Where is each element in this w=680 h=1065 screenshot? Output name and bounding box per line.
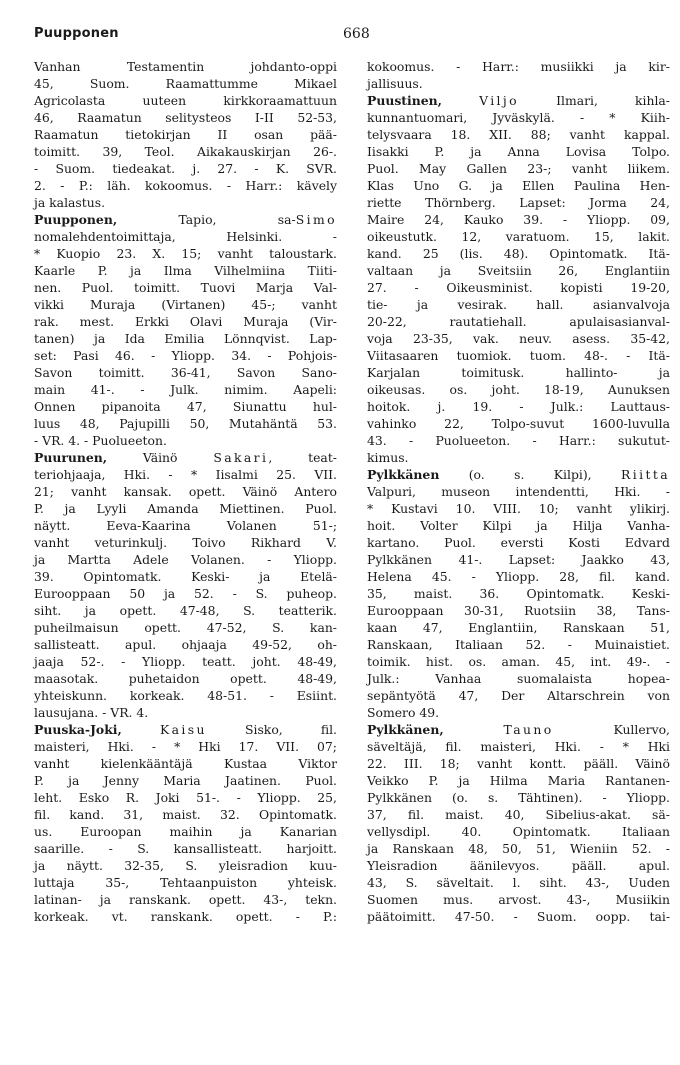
text-line: rak. mest. Erkki Olavi Muraja (Vir- — [34, 314, 337, 329]
text-line: Vanhan Testamentin johdanto-oppi — [34, 59, 337, 74]
text-line: 37, fil. maist. 40, Sibelius-akat. sä- — [367, 807, 670, 822]
text-line: kand. 25 (lis. 48). Opintomatk. Itä- — [367, 246, 670, 261]
text-line: Viitasaaren tuomiok. tuom. 48-. - Itä- — [367, 348, 670, 363]
text-line: Klas Uno G. ja Ellen Paulina Hen- — [367, 178, 670, 193]
text-line: oikeusas. os. joht. 18-19, Aunuksen — [367, 382, 670, 397]
text-line: toimik. hist. os. aman. 45, int. 49-. - — [367, 654, 670, 669]
text-line: kunnantuomari, Jyväskylä. - * Kiih- — [367, 110, 670, 125]
text-line: Raamatun tietokirjan II osan pää- — [34, 127, 337, 142]
text-line: vanht kielenkääntäjä Kustaa Viktor — [34, 756, 337, 771]
text-line: lausujana. - VR. 4. — [34, 705, 149, 720]
text-line: set: Pasi 46. - Yliopp. 34. - Pohjois- — [34, 348, 337, 363]
text-line: Eurooppaan 30-31, Ruotsiin 38, Tans- — [367, 603, 670, 618]
text-line: 39. Opintomatk. Keski- ja Etelä- — [34, 569, 337, 584]
text-line: nen. Puol. toimitt. Tuovi Marja Val- — [34, 280, 337, 295]
text-line: tanen) ja Ida Emilia Lönnqvist. Lap- — [34, 331, 337, 346]
entry-text — [444, 722, 504, 737]
text-line: vikki Muraja (Virtanen) 45-; vanht — [34, 297, 337, 312]
entry-given-name: Sakari — [213, 450, 269, 465]
text-line: maasotak. puhetaidon opett. 48-49, — [34, 671, 337, 686]
text-line: * Kustavi 10. VIII. 10; vanht ylikirj. — [367, 501, 670, 516]
text-line: Eurooppaan 50 ja 52. - S. puheop. — [34, 586, 337, 601]
text-line: luus 48, Pajupilli 50, Mutahäntä 53. — [34, 416, 337, 431]
text-line: 43, S. säveltait. l. siht. 43-, Uuden — [367, 875, 670, 890]
entry-surname: Puuska-Joki, — [34, 722, 122, 737]
text-line: Suomen mus. arvost. 43-, Musiikin — [367, 892, 670, 907]
left-column — [34, 58, 337, 925]
text-line: Kaarle P. ja Ilma Vilhelmiina Tiiti- — [34, 263, 337, 278]
text-line: main 41-. - Julk. nimim. Aapeli: — [34, 382, 337, 397]
text-line: oikeustutk. 12, varatuom. 15, lakit. — [367, 229, 670, 244]
text-line: Helena 45. - Yliopp. 28, fil. kand. — [367, 569, 670, 584]
text-line: leht. Esko R. Joki 51-. - Yliopp. 25, — [34, 790, 337, 805]
text-line: - VR. 4. - Puolueeton. — [34, 433, 167, 448]
entry-given-name: Riitta — [620, 467, 670, 482]
text-line: Julk.: Vanhaa suomalaista hopea- — [367, 671, 670, 686]
text-line: puheilmaisun opett. 47-52, S. kan- — [34, 620, 337, 635]
entry-surname: Puustinen, — [367, 93, 442, 108]
text-line: Valpuri, museon intendentti, Hki. - — [367, 484, 670, 499]
text-line: kokoomus. - Harr.: musiikki ja kir- — [367, 59, 670, 74]
entry-text: , teat- — [268, 450, 337, 465]
text-line: nomalehdentoimittaja, Helsinki. - — [34, 229, 337, 244]
text-line: 2. - P.: läh. kokoomus. - Harr.: kävely — [34, 178, 337, 193]
page-header — [0, 26, 680, 46]
text-line: telysvaara 18. XII. 88; vanht kappal. — [367, 127, 670, 142]
entry-text: Ilmari, kihla- — [519, 93, 670, 108]
text-line: ja kalastus. — [34, 195, 106, 210]
text-line — [34, 449, 337, 466]
text-line: 35, maist. 36. Opintomatk. Keski- — [367, 586, 670, 601]
text-line: sallisteatt. apul. ohjaaja 49-52, oh- — [34, 637, 337, 652]
text-line: näytt. Eeva-Kaarina Volanen 51-; — [34, 518, 337, 533]
text-line: Iisakki P. ja Anna Lovisa Tolpo. — [367, 144, 670, 159]
text-line: sepäntyötä 47, Der Altarschrein von — [367, 688, 670, 703]
text-line: ja näytt. 32-35, S. yleisradion kuu- — [34, 858, 337, 873]
entry-surname: Pylkkänen, — [367, 722, 444, 737]
entry-given-name: Viljo — [479, 93, 520, 108]
text-line: Yleisradion äänilevyos. pääll. apul. — [367, 858, 670, 873]
text-line: 20-22, rautatiehall. apulaisasianval- — [367, 314, 670, 329]
text-line: ja Ranskaan 48, 50, 51, Wieniin 52. - — [367, 841, 670, 856]
text-line — [34, 721, 337, 738]
text-line: vanht veturinkulj. Toivo Rikhard V. — [34, 535, 337, 550]
text-line: valtaan ja Sveitsiin 26, Englantiin — [367, 263, 670, 278]
text-line: teriohjaaja, Hki. - * Iisalmi 25. VII. — [34, 467, 337, 482]
entry-text: Kullervo, — [553, 722, 670, 737]
text-line: siht. ja opett. 47-48, S. teatterik. — [34, 603, 337, 618]
text-line: 21; vanht kansak. opett. Väinö Antero — [34, 484, 337, 499]
text-line: latinan- ja ranskank. opett. 43-, tekn. — [34, 892, 337, 907]
entry-text: Sisko, fil. — [206, 722, 337, 737]
text-line: Karjalan toimitusk. hallinto- ja — [367, 365, 670, 380]
text-line: saarille. - S. kansallisteatt. harjoitt. — [34, 841, 337, 856]
text-line: yhteiskunn. korkeak. 48-51. - Esiint. — [34, 688, 337, 703]
text-line: Savon toimitt. 36-41, Savon Sano- — [34, 365, 337, 380]
text-line: maisteri, Hki. - * Hki 17. VII. 07; — [34, 739, 337, 754]
text-line: kartano. Puol. eversti Kosti Edvard — [367, 535, 670, 550]
entry-surname: Puurunen, — [34, 450, 108, 465]
text-line — [367, 721, 670, 738]
text-line: vahinko 22, Tolpo-suvut 1600-luvulla — [367, 416, 670, 431]
text-line: jallisuus. — [367, 76, 423, 91]
entry-given-name: Tauno — [503, 722, 554, 737]
text-line: jaaja 52-. - Yliopp. teatt. joht. 48-49, — [34, 654, 337, 669]
text-line: kaan 47, Englantiin, Ranskaan 51, — [367, 620, 670, 635]
text-line: P. ja Jenny Maria Jaatinen. Puol. — [34, 773, 337, 788]
entry-surname: Puupponen, — [34, 212, 118, 227]
entry-given-name: Kaisu — [159, 722, 207, 737]
entry-text: Väinö — [107, 450, 214, 465]
text-line: P. ja Lyyli Amanda Miettinen. Puol. — [34, 501, 337, 516]
text-line: Maire 24, Kauko 39. - Yliopp. 09, — [367, 212, 670, 227]
text-line: Agricolasta uuteen kirkkoraamattuun — [34, 93, 337, 108]
text-line: päätoimitt. 47-50. - Suom. oopp. tai- — [367, 909, 670, 924]
text-line: riette Thörnberg. Lapset: Jorma 24, — [367, 195, 670, 210]
text-line: korkeak. vt. ranskank. opett. - P.: — [34, 909, 337, 924]
text-line: luttaja 35-, Tehtaanpuiston yhteisk. — [34, 875, 337, 890]
text-line: hoit. Volter Kilpi ja Hilja Vanha- — [367, 518, 670, 533]
text-line: 43. - Puolueeton. - Harr.: sukutut- — [367, 433, 670, 448]
text-line: toimitt. 39, Teol. Aikakauskirjan 26-. — [34, 144, 337, 159]
text-line: vellysdipl. 40. Opintomatk. Italiaan — [367, 824, 670, 839]
entry-text — [122, 722, 160, 737]
text-line: Pylkkänen (o. s. Tähtinen). - Yliopp. — [367, 790, 670, 805]
text-line: kimus. — [367, 450, 409, 465]
text-line: Puol. May Gallen 23-; vanht liikem. — [367, 161, 670, 176]
text-line: Onnen pipanoita 47, Siunattu hul- — [34, 399, 337, 414]
entry-text: (o. s. Kilpi), — [439, 467, 621, 482]
entry-text — [442, 93, 479, 108]
text-line: 45, Suom. Raamattumme Mikael — [34, 76, 337, 91]
running-head: Puupponen — [34, 26, 119, 41]
text-line: 46, Raamatun selitysteos I-II 52-53, — [34, 110, 337, 125]
text-line — [34, 211, 337, 228]
text-line: us. Euroopan maihin ja Kanarian — [34, 824, 337, 839]
text-line — [367, 92, 670, 109]
text-line: tie- ja vesirak. hall. asianvalvoja — [367, 297, 670, 312]
text-line: Ranskaan, Italiaan 52. - Muinaistiet. — [367, 637, 670, 652]
text-line: fil. kand. 31, maist. 32. Opintomatk. — [34, 807, 337, 822]
entry-surname: Pylkkänen — [367, 467, 440, 482]
text-line: säveltäjä, fil. maisteri, Hki. - * Hki — [367, 739, 670, 754]
text-line: Pylkkänen 41-. Lapset: Jaakko 43, — [367, 552, 670, 567]
text-line: hoitok. j. 19. - Julk.: Lauttaus- — [367, 399, 670, 414]
text-line — [367, 466, 670, 483]
page-number: 668 — [343, 26, 370, 42]
text-line: 27. - Oikeusminist. kopisti 19-20, — [367, 280, 670, 295]
text-line: - Suom. tiedeakat. j. 27. - K. SVR. — [34, 161, 337, 176]
text-line: Somero 49. — [367, 705, 440, 720]
text-line: Veikko P. ja Hilma Maria Rantanen- — [367, 773, 670, 788]
right-column — [367, 58, 670, 925]
entry-given-name: Simo — [295, 212, 337, 227]
text-line: voja 23-35, vak. neuv. asess. 35-42, — [367, 331, 670, 346]
text-line: * Kuopio 23. X. 15; vanht taloustark. — [34, 246, 337, 261]
entry-text: Tapio, sa- — [117, 212, 296, 227]
text-line: ja Martta Adele Volanen. - Yliopp. — [34, 552, 337, 567]
text-line: 22. III. 18; vanht kontt. pääll. Väinö — [367, 756, 670, 771]
